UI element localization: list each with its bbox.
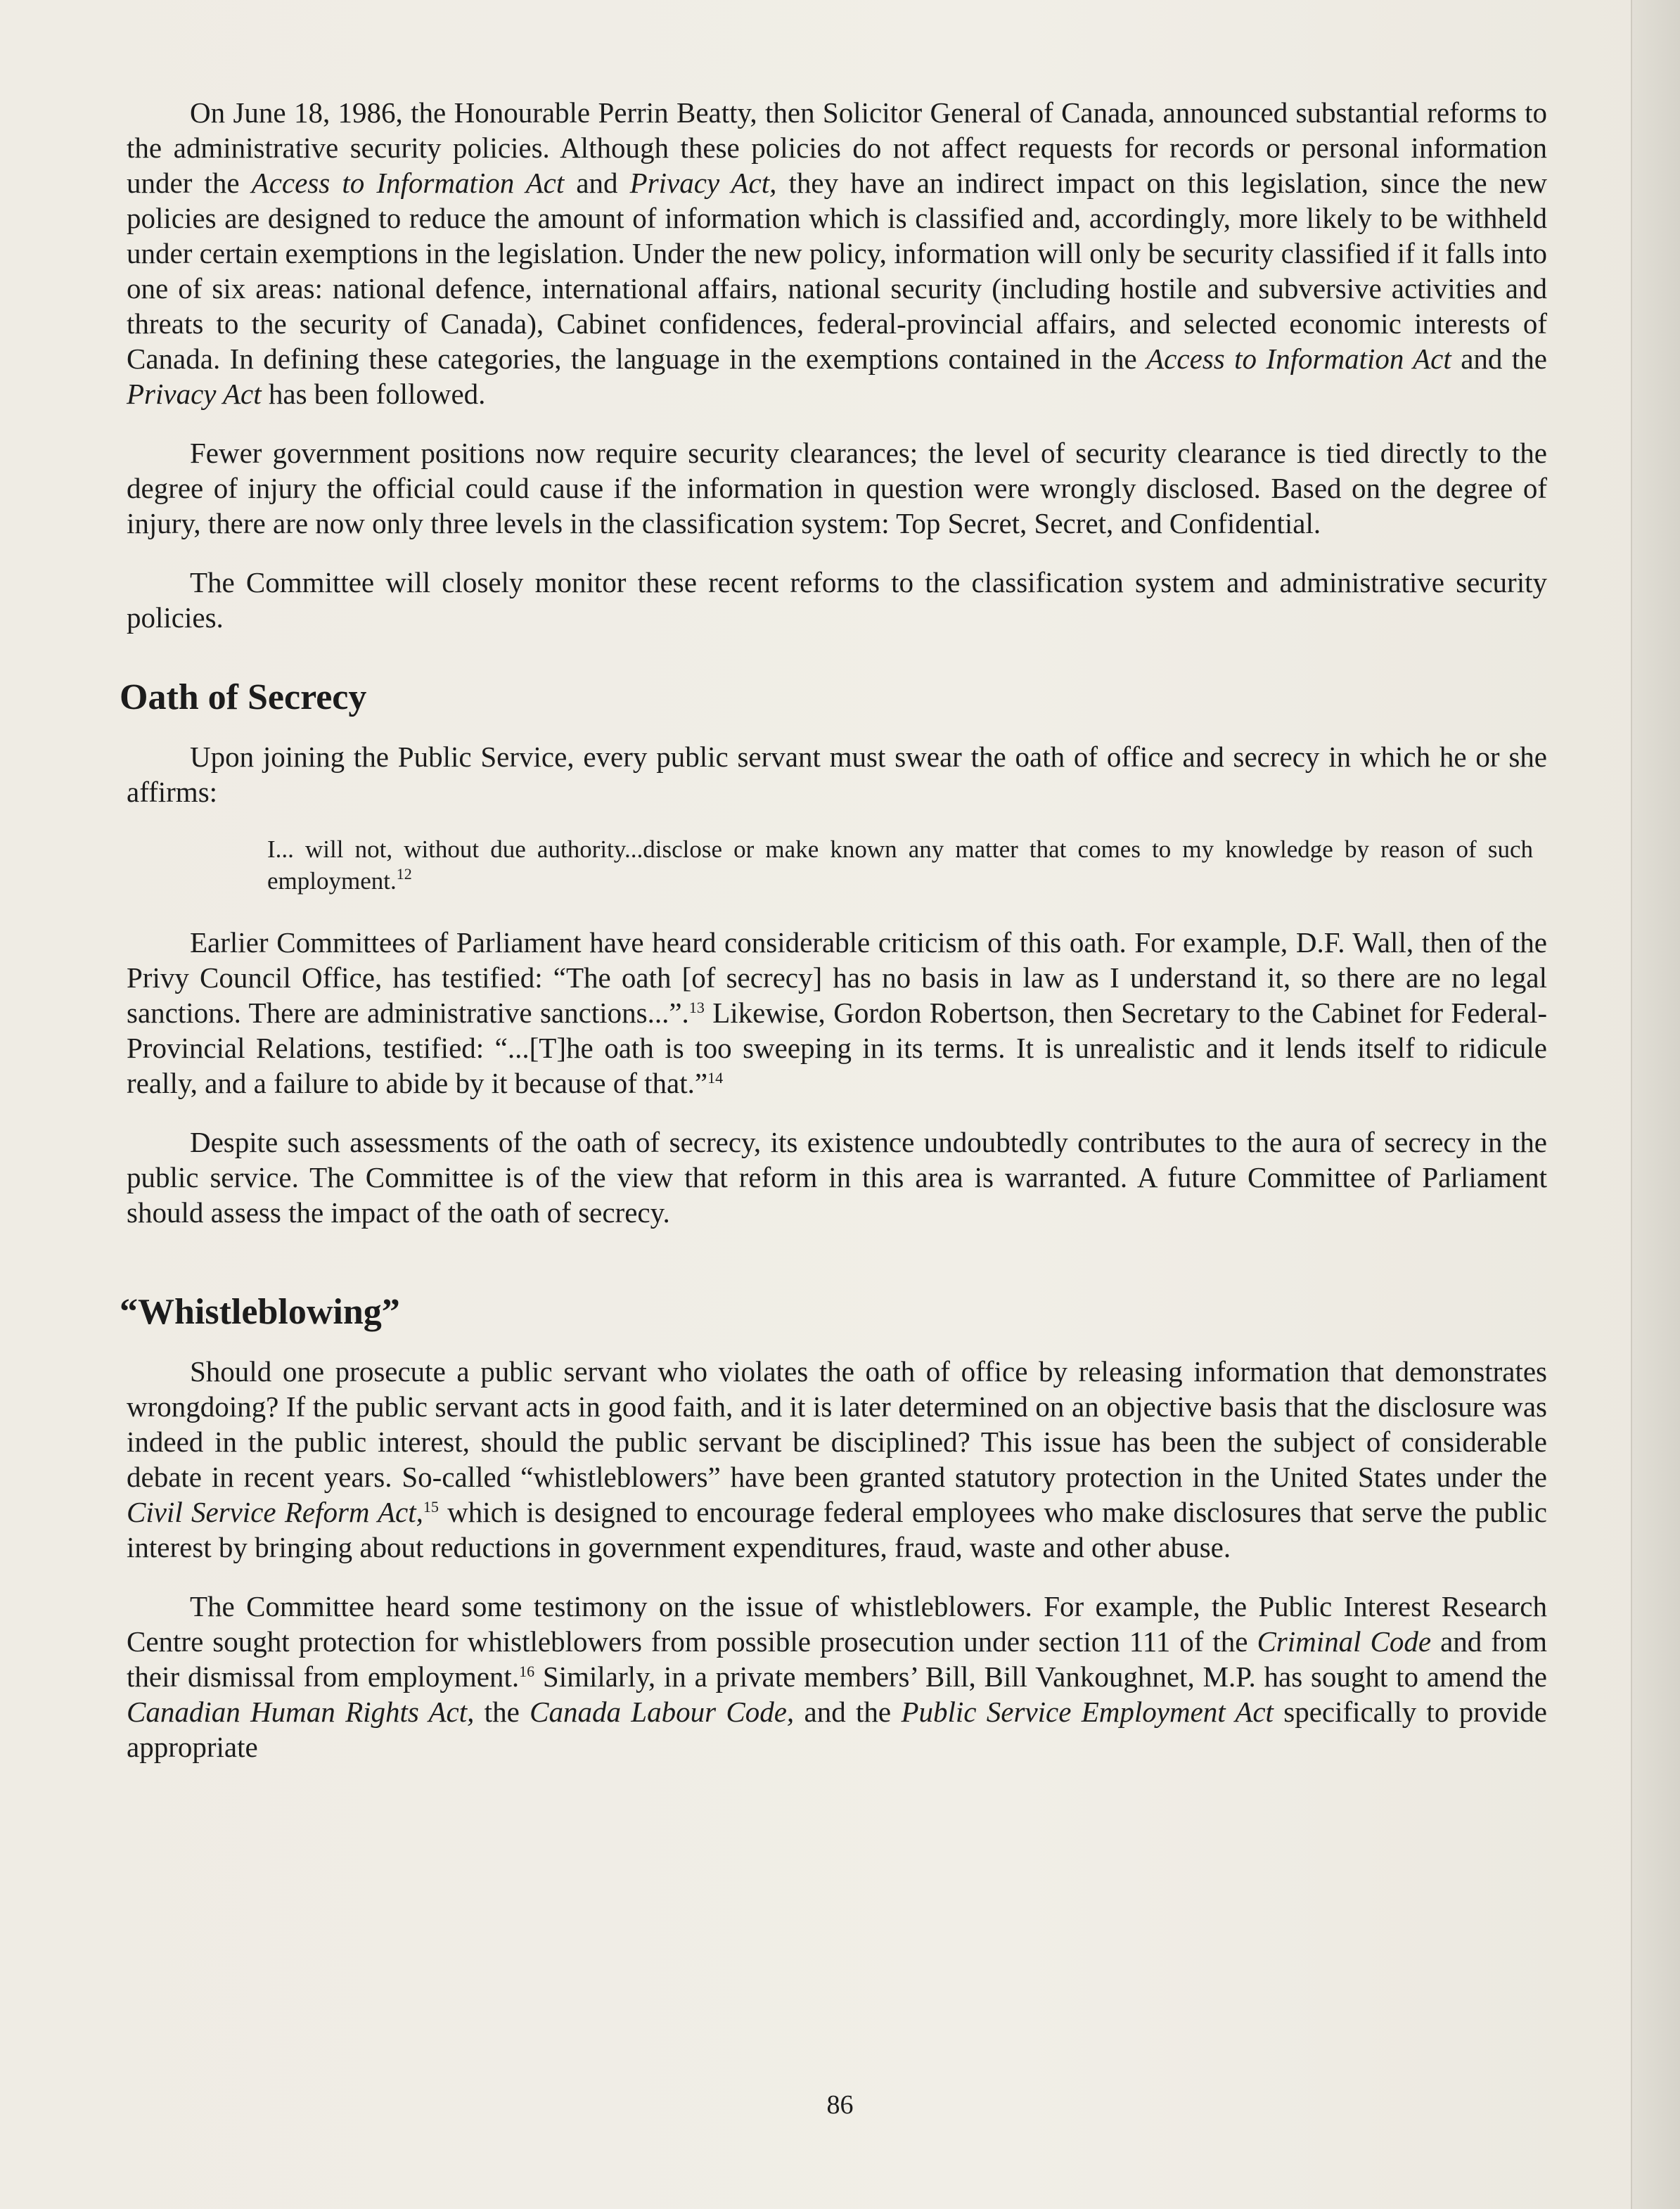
text-run: they have an indirect impact on this legislation, since the new policies are designed to reduce the amount of information which is classified and, accordingly, more likely to be withheld under certain exemptions in the legislation. Under the new policy, information will only be security classified if it falls into one of six areas: national defence, international affairs, national security (including hostile and subversive activities and threats to the security of Canada), Cabinet confidences, federal-provincial affairs, and selected economic interests of Canada. In defining these categories, the language in the exemptions contained in the bbox=[127, 167, 1548, 375]
paragraph-whistleblowing-question bbox=[127, 1354, 1547, 1565]
quote-text: I... will not, without due authority...disclose or make known any matter that comes to my knowledge by reason of such employment. bbox=[267, 835, 1533, 895]
statute-title: Privacy Act, bbox=[629, 167, 777, 199]
text-run: and the bbox=[794, 1696, 902, 1728]
footnote-ref: 13 bbox=[688, 999, 705, 1016]
statute-title: Canadian Human Rights Act, bbox=[127, 1696, 475, 1728]
footnote-ref: 15 bbox=[423, 1498, 439, 1516]
text-run: Earlier Committees of Parliament have heard considerable criticism of this oath. For example, D.F. Wall, then of the Privy Council Office, has testified: “The oath [of secrecy] has no basis in law as I understand it, so there are no legal sanctions. There are administrative sanctions...”. bbox=[127, 926, 1547, 1029]
paragraph-oath-criticism bbox=[127, 925, 1547, 1101]
text-run: which is designed to encourage federal employees who make disclosures that serve the public interest by bringing about reductions in government expenditures, fraud, waste and other abuse. bbox=[127, 1496, 1547, 1563]
page-edge-shadow bbox=[1631, 0, 1680, 2209]
text-run: On June 18, 1986, the Honourable Perrin Beatty, then Solicitor General of Canada, announced substantial reforms to the administrative security policies. Although these policies do not affect requests for records or personal information under the bbox=[127, 96, 1547, 199]
text-run: has been followed. bbox=[261, 378, 486, 410]
text-run: Should one prosecute a public servant who violates the oath of office by releasing information that demonstrates wrongdoing? If the public servant acts in good faith, and it is later determined on an objective basis that the disclosure was indeed in the public interest, should the public servant be disciplined? This issue has been the subject of considerable debate in recent years. So-called “whistleblowers” have been granted statutory protection in the United States under the bbox=[127, 1355, 1547, 1493]
text-run: The Committee heard some testimony on the issue of whistleblowers. For example, the Public Interest Research Centre sought protection for whistleblowers from possible prosecution under section 111 of the bbox=[127, 1590, 1547, 1658]
text-run: and bbox=[564, 167, 630, 199]
paragraph-security-reforms bbox=[127, 95, 1547, 411]
statute-title: Privacy Act bbox=[127, 378, 262, 410]
text-run: specifically to provide appropriate bbox=[127, 1696, 1547, 1763]
statute-title: Civil Service Reform Act, bbox=[127, 1496, 423, 1528]
statute-title: Canada Labour Code, bbox=[530, 1696, 795, 1728]
heading-oath-of-secrecy: Oath of Secrecy bbox=[120, 677, 367, 717]
paragraph-committee-monitor: The Committee will closely monitor these recent reforms to the classification system and administrative security policies. bbox=[127, 566, 1547, 634]
page-content bbox=[120, 95, 1548, 1788]
text-run: Similarly, in a private members’ Bill, Bill Vankoughnet, M.P. has sought to amend the bbox=[534, 1660, 1547, 1693]
paragraph-whistleblowing-testimony bbox=[127, 1589, 1547, 1765]
footnote-ref: 12 bbox=[396, 865, 412, 883]
statute-title: Access to Information Act bbox=[1146, 342, 1451, 375]
statute-title: Access to Information Act bbox=[251, 167, 565, 199]
block-quote-oath bbox=[267, 833, 1533, 897]
statute-title: Public Service Employment Act bbox=[901, 1696, 1274, 1728]
text-run: and from their dismissal from employment. bbox=[127, 1625, 1547, 1693]
text-run: the bbox=[474, 1696, 530, 1728]
paragraph-oath-intro: Upon joining the Public Service, every public servant must swear the oath of office and secrecy in which he or she affirms: bbox=[127, 741, 1547, 808]
footnote-ref: 14 bbox=[707, 1069, 724, 1087]
statute-title: Criminal Code bbox=[1257, 1625, 1432, 1658]
heading-whistleblowing: “Whistleblowing” bbox=[120, 1292, 400, 1332]
page-number: 86 bbox=[826, 2090, 854, 2120]
footnote-ref: 16 bbox=[519, 1663, 535, 1680]
text-run: and the bbox=[1451, 342, 1547, 375]
paragraph-security-clearances: Fewer government positions now require security clearances; the level of security clearance is tied directly to the degree of injury the official could cause if the information in question were wrongly disclosed. Based on the degree of injury, there are now only three levels in the classification system: Top Secret, Secret, and Confidential. bbox=[127, 437, 1547, 539]
paragraph-oath-assessment: Despite such assessments of the oath of secrecy, its existence undoubtedly contributes to the aura of secrecy in the public service. The Committee is of the view that reform in this area is warranted. A future Committee of Parliament should assess the impact of the oath of secrecy. bbox=[127, 1126, 1547, 1229]
text-run: Likewise, Gordon Robertson, then Secretary to the Cabinet for Federal-Provincial Relations, testified: “...[T]he oath is too sweeping in its terms. It is unrealistic and it lends itself to ridicule really, and a failure to abide by it because of that.” bbox=[127, 997, 1547, 1099]
